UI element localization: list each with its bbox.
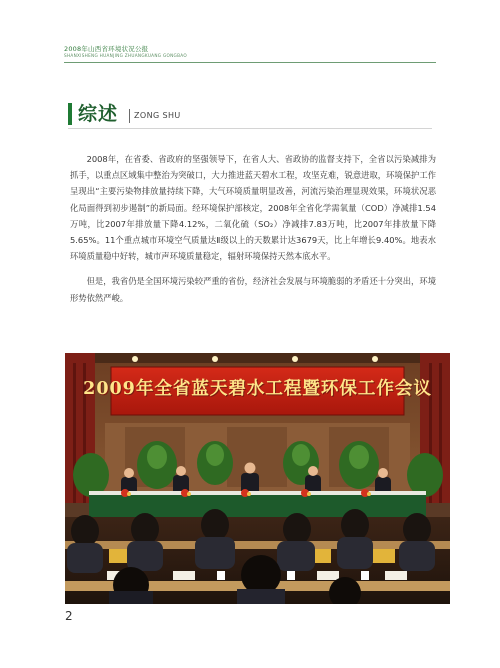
conference-banner-text: 2009年全省蓝天碧水工程暨环保工作会议 [83,379,432,399]
section-title-en: ZONG SHU [134,111,181,120]
report-subtitle-pinyin: SHANXISHENG HUANJING ZHUANGKUANG GONGBAO [64,53,187,58]
section-divider [68,128,432,129]
section-marker [68,103,72,125]
report-title: 2008年山西省环境状况公报 [64,45,149,53]
paragraph-2: 但是，我省仍是全国环境污染较严重的省份，经济社会发展与环境脆弱的矛盾还十分突出，环境形势依然严峻。 [70,276,436,303]
section-title-separator [129,109,130,123]
section-title-cn: 综述 [78,103,119,125]
paragraph-1: 2008年，在省委、省政府的坚强领导下，在省人大、省政协的监督支持下，全省以污染减排为抓手，以重点区域集中整治为突破口，大力推进蓝天碧水工程，攻坚克难，锐意进取，环境保护工作呈现出“主要污染物排放量持续下降，大气环境质量明显改善，河流污染治理显现效果，环境状况恶化局面得到初步遏制”的新局面。经环境保护部核定，2008年全省化学需氧量（COD）净减排1.54万吨，比2007年排放量下降4.12%，二氧化硫（SO₂）净减排7.83万吨，比2007年排放量下降5.65%。11个重点城市环境空气质量达Ⅱ级以上的天数累计达3679天，比上年增长9.40%。地表水环境质量稳中好转，城市声环境质量稳定，辐射环境保持天然本底水平。 [70,154,436,262]
conference-photo [65,353,450,604]
page-number: 2 [65,609,73,623]
header-divider [64,62,436,63]
body-text [70,151,436,306]
